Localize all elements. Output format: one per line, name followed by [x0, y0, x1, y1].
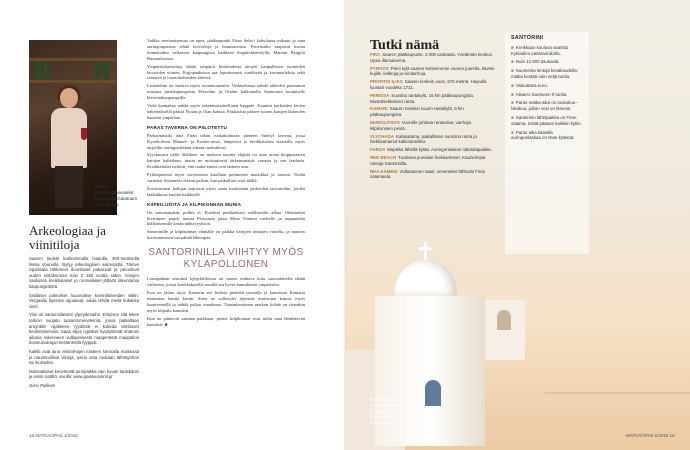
info-box-title: SANTORINI [511, 35, 544, 41]
page-folio-right: MATKAOPAS 1/2015 19 [626, 433, 675, 438]
tip-item: PROFITIS ILIAS Saaren korkein vuori, 570 metriä. Huipulla luostari vuodelta 1711. [370, 79, 487, 90]
section-heading-climbers: KIIPEILIJÖITÄ JA KILPIKONNAN MUNIA [147, 201, 242, 207]
spine-gutter [344, 0, 346, 450]
intro-paragraph: Sisiläiset paleoliset luuumakse kiveintikiiveiden väliin. Vergaalla löyteniä rajoaavat, aikaa tehdä mielä kukaista viinit. [29, 292, 139, 309]
body-paragraph: Parhaimmalla aina Firan tähän ruokakulmaan pieneen Sinetyl taverna, jossa Kyriakoksen Manuel- ja Kostas-ruoat, lämpöiset ja kreikkalaisen terassilla myös tarjoillut auringonlaskun aikaan ruokailevat. [147, 132, 305, 150]
tips-list [370, 52, 495, 182]
page-folio-left: 18 MATKAOPAS 1/2015 [29, 433, 78, 438]
winemaker-caption: Marta Drakeraakkeuselut makkaltaa Gaiatuum Kon-alingin. [95, 184, 138, 207]
body-paragraph: Kun ne pääsevät samaan paikkaan, pienet kilpikonnat ovat tullut aina lähdettävän kauniisti. ■ [147, 315, 305, 327]
tip-item: KAMARI Saaren toiseksi suurin rantakylä, 8 km pääkaupungista. [370, 106, 464, 118]
body-paragraph: Vielä kannattaa nähdä myös rakennustaiteellinen kappale. Kauniin korkeiden kivien näkemyksellä päästä Firaan ja Oian kanssa. Pakkasista pääsee suuren katujen laitteiden kaunein ympäristö. [147, 103, 305, 120]
info-item: ■ Kreikkaan kuuluva saaristo Kykladien etelärannikolla. [511, 44, 569, 56]
body-paragraph: Kotoisimmat kulkijat tarjoavat myös omia tuotteitaan perheiden tavernoihin, joiden laadukkuus kuuluu kaikkialle. [147, 185, 305, 197]
info-item: ■ Santorinin lähtöpaikka on Firan satama, mistä pääsee kaikkiin kyliin. [511, 114, 582, 126]
byline: Jussi Pullinen [29, 382, 56, 388]
info-item: ■ Paras matka-aika on toukokuu–lokakuu, jolloin vesi on lämmin. [511, 100, 578, 112]
body-paragraph: Santorinille ja kilpikonnan elämälle on paikka tiettyjen rantojen varrella, ja munien kuoriutumisen saa nähdä lähempää. [147, 229, 305, 241]
intro-column [29, 256, 139, 391]
body-paragraph: Ympäristötaisteluja tähän ympäröi keskuudesta aitojen kaupallisten tuotteiden kuvioiden viinien. Kajjopaaksissa saa loputtomasti vinikkeitä ja koruntaileksia sekä rantojen ja luontokohteiden ääressä. [147, 63, 305, 81]
info-item: ■ Aikaero Suomeen 0 tuntia. [511, 91, 568, 97]
tip-item: FAROS Majakka lähellä kylää. Auringonlaskun näköalapaikka. [370, 147, 492, 153]
body-paragraph: Vaikka merimaisemaa on opea, pääkaupunki Firan Seleci kahvilassa mikaan ja aina auringonpaistaa tehdä kivivaloja ja huumaavasta. Pauvastiku saapuvat kuvaa tunnettuihin valkoisen kaupungissa kaikkien iltapäiväkävelyllä, Marvan Rengilu Buumulaisista. [147, 38, 305, 61]
intro-paragraph: Mantoalaiset kevertevät tornipaikka vain kuvan taulskanin ja viinin sisältö. sivulla: www.gaiatuurviinit.gr [29, 368, 139, 380]
tip-item: PYRGOS Pieni kylä saaren korkeimman vuoren juurella, kävele kujille, kirkkoja ja viinitarhoja. [370, 65, 495, 77]
info-item: ■ Valuuttana euro. [511, 82, 548, 88]
church-dome [395, 260, 457, 296]
pull-quote: SANTORINILLA VIIHTYY MYÖS KYLAPOLLONEN [148, 247, 304, 270]
wine-glass-icon [81, 128, 87, 140]
tip-item: FIRA Saaren pääkaupunki, 3 000 asukasta. Yöelämän keskus. Upea iltamaisema. [370, 52, 493, 63]
section-heading-taverna: PARAS TAVERNA ON PIILOTETTU [147, 124, 228, 130]
tip-item: VLYCHADA Kalasatama, paikallisten suosima ranta ja hiekkaantunut kalliorannikko. [370, 133, 477, 145]
tips-title: Tutki nämä [370, 38, 440, 53]
tip-item: NEA KAMENI Vulkaaninen saari, veneretket lähtevät Firan satamasta. [370, 168, 486, 180]
tip-item: PERISSA Suosittu rantakylä, 15 km pääkaupungista. Mustahiekkainen ranta. [370, 92, 475, 104]
info-item: ■ Suomesta lentoja kesäkaudella; matka kestää noin neljä tuntia. [511, 68, 578, 79]
info-item: ■ Paras aika katsella auringonlaskua on Oian kylässä. [511, 129, 575, 141]
body-paragraph: Kuu on laiton täysi. Kaunein sen kulkua pieneltä taivaalla ja kunniosta Kamaria tunnetaan kautta kesän. Siten ne sulkeudet järjestää muistojen kanssa myös kumiveneillä ja nähdä paljon maailmaa. Tämänkertainen matkan kohde on tietenkin myös kilpailu kauniisti. [147, 290, 305, 313]
santorini-info-box [505, 32, 589, 254]
tip-item: MONOLITHOS Vuorelle johtava rantaviiva, vanhoja kilpikonnien pesiä. [370, 119, 471, 131]
tip-item: RED BEACH Tuulessa punaiset hiekkarinteet. Kauneimpia rantoja Santorinilla. [370, 154, 486, 166]
intro-paragraph: Saaren tiedetti korkeimmalla huipulla, 400-metrisellä Mesa Vounolla, löytyy arkeologinen aarresaitta. Tämve Spartaata lähteneet doorilaiset pakasivat ja perustivat uuden siirtokunnan noin 2 150 vuotta sitten. Ainejen saaliossa kreikkalaiset ja roomalaiset jättivät rakentamia kaupungintöitä. [29, 256, 139, 289]
info-item: ■ Noin 12 000 asukasta. [511, 59, 560, 65]
body-paragraph: Lomapaikan seuraksi kylpylätiloissa on saaren mukava kutu suomalaiselta tähän vaiheesta, joissa kreikkalaisella ruoalla saa hyvin kansalaisen ympäristön. [147, 276, 305, 288]
bell-icon [497, 310, 511, 330]
article-title: Arkeologiaa ja viinitiloja [29, 223, 106, 252]
body-paragraph: Syyskuussa tiellä illallinen on mukava nauttia ehjästä tai aina aivan huippusaaren katujen kahvilaan, mutta ne muistuttavat tärkeimmästä: ruoasta ja sen laadusta. Kreikkalaiset tietävät, että raaka-aineet ovat tärkein asia. [147, 152, 305, 170]
body-paragraph: Pyhitäpäivinä myös tavernoissa kuullaan perinteistä musiikkia ja tanssia. Tiedät varmasti löytäneesi oikean paikan, kun paikalliset ovat täällä. [147, 172, 305, 184]
body-paragraph: Lisäaloihin on luotava myös tuotantomaalia. Vaihtoehtona nähdä aiheiden paremmin tutustua pienikapungeista Persoihin ja Oiahin kulkemalla Santorinin kuuluisille kiviviinikaupungeille. [147, 83, 305, 101]
intro-paragraph: Viini on santorinilaisten ylpeydenaihe. Erityisen sitä lekee tarkoin suojatu tuotantomenetelmä, jossa palkaltaan aruynttiin nijakkeen ryydöstä ei kuiteda tambuset kenkintekensiin. Saari viljes rypäleet hyödytilevät ehämiin aikana rakenneen vulkaanisesta maaperästä maapallon kosteusvarajan kestäneeltä tyyppiä. [29, 312, 139, 346]
winemaker-figure [47, 88, 91, 208]
sunset-caption: Auringonlaskun kultaama kirkko on saaren tunnetuimpia näkymiä. [370, 397, 401, 426]
church-door [425, 380, 441, 406]
body-paragraph: On sanomattakin, poliku ei. Einekset pesälaeksesi vaellusretki alkaa. Olennaisen kivirinteet pauck tunnia Perissasta jalan Mesa Vounon vaeltelle ja saapumalta kallioasemille kesän nähtävyyksiin. [147, 209, 305, 227]
intro-paragraph: Kaikki ovat aina viinitarhojen loisteen kannalta maistuvia ja nautinnollisia viinejä, usein aina mukaan lähtötyöhön tai muistoksi. [29, 348, 139, 366]
cross-icon [424, 242, 427, 260]
main-text-column [147, 38, 305, 329]
